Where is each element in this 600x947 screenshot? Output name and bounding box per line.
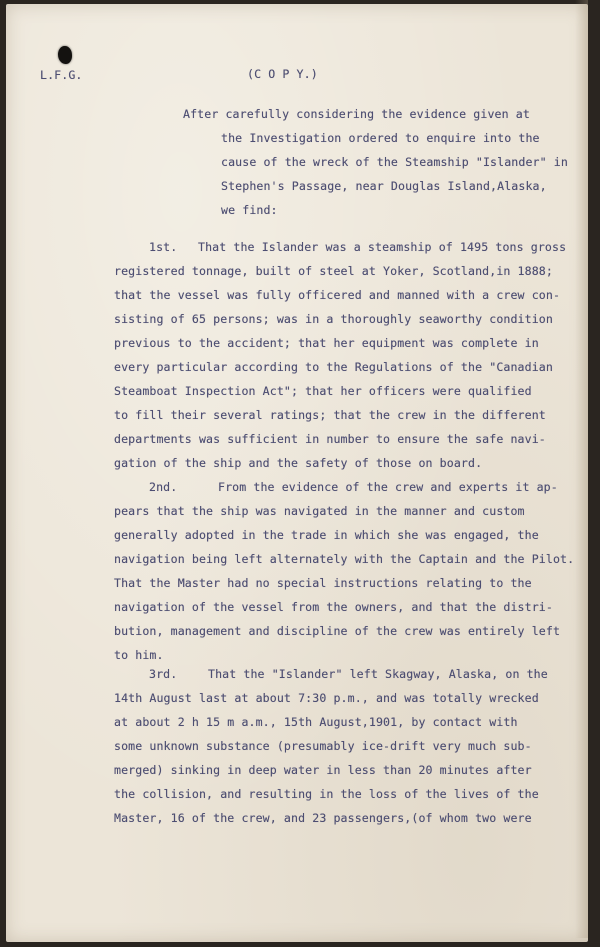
paragraph-line: that the vessel was fully officered and manned with a crew con- <box>114 288 561 302</box>
paragraph-line: sisting of 65 persons; was in a thoroughly seaworthy condition <box>114 312 553 326</box>
paragraph-line: navigation of the vessel from the owners, and that the distri- <box>114 600 553 614</box>
paragraph-line: registered tonnage, built of steel at Yoker, Scotland,in 1888; <box>114 264 553 278</box>
paragraph-label: 3rd. <box>149 667 178 681</box>
intro-line: After carefully considering the evidence given at <box>183 107 530 121</box>
paragraph-first-line: That the "Islander" left Skagway, Alaska, on the <box>208 667 548 681</box>
intro-line: we find: <box>221 203 278 217</box>
paragraph-line: previous to the accident; that her equipment was complete in <box>114 336 539 350</box>
paragraph-line: some unknown substance (presumably ice-drift very much sub- <box>114 739 532 753</box>
paragraph-line: bution, management and discipline of the crew was entirely left <box>114 624 561 638</box>
intro-line: the Investigation ordered to enquire into the <box>221 131 540 145</box>
paragraph-line: departments was sufficient in number to ensure the safe navi- <box>114 432 546 446</box>
paragraph-first-line: That the Islander was a steamship of 1495 tons gross <box>198 240 567 254</box>
file-reference: L.F.G. <box>40 68 83 82</box>
paragraph-line: the collision, and resulting in the loss of the lives of the <box>114 787 539 801</box>
paragraph-line: pears that the ship was navigated in the manner and custom <box>114 504 525 518</box>
intro-line: cause of the wreck of the Steamship "Islander" in <box>221 155 568 169</box>
paragraph-label: 2nd. <box>149 480 178 494</box>
paragraph-line: every particular according to the Regulations of the "Canadian <box>114 360 553 374</box>
paragraph-line: 14th August last at about 7:30 p.m., and was totally wrecked <box>114 691 539 705</box>
paragraph-line: That the Master had no special instructions relating to the <box>114 576 532 590</box>
paragraph-line: merged) sinking in deep water in less than 20 minutes after <box>114 763 532 777</box>
paragraph-line: at about 2 h 15 m a.m., 15th August,1901, by contact with <box>114 715 518 729</box>
paragraph-label: 1st. <box>149 240 178 254</box>
paragraph-line: to fill their several ratings; that the crew in the different <box>114 408 546 422</box>
copy-heading: (C O P Y.) <box>247 67 318 81</box>
paragraph-line: generally adopted in the trade in which she was engaged, the <box>114 528 539 542</box>
paragraph-line: navigation being left alternately with the Captain and the Pilot. <box>114 552 575 566</box>
paper-edge-shadow <box>575 0 588 938</box>
paragraph-line: Steamboat Inspection Act"; that her officers were qualified <box>114 384 532 398</box>
punch-hole <box>58 46 72 64</box>
paragraph-line: to him. <box>114 648 164 662</box>
paragraph-line: Master, 16 of the crew, and 23 passengers,(of whom two were <box>114 811 532 825</box>
paragraph-line: gation of the ship and the safety of those on board. <box>114 456 483 470</box>
intro-line: Stephen's Passage, near Douglas Island,Alaska, <box>221 179 547 193</box>
paragraph-first-line: From the evidence of the crew and experts it ap- <box>218 480 558 494</box>
